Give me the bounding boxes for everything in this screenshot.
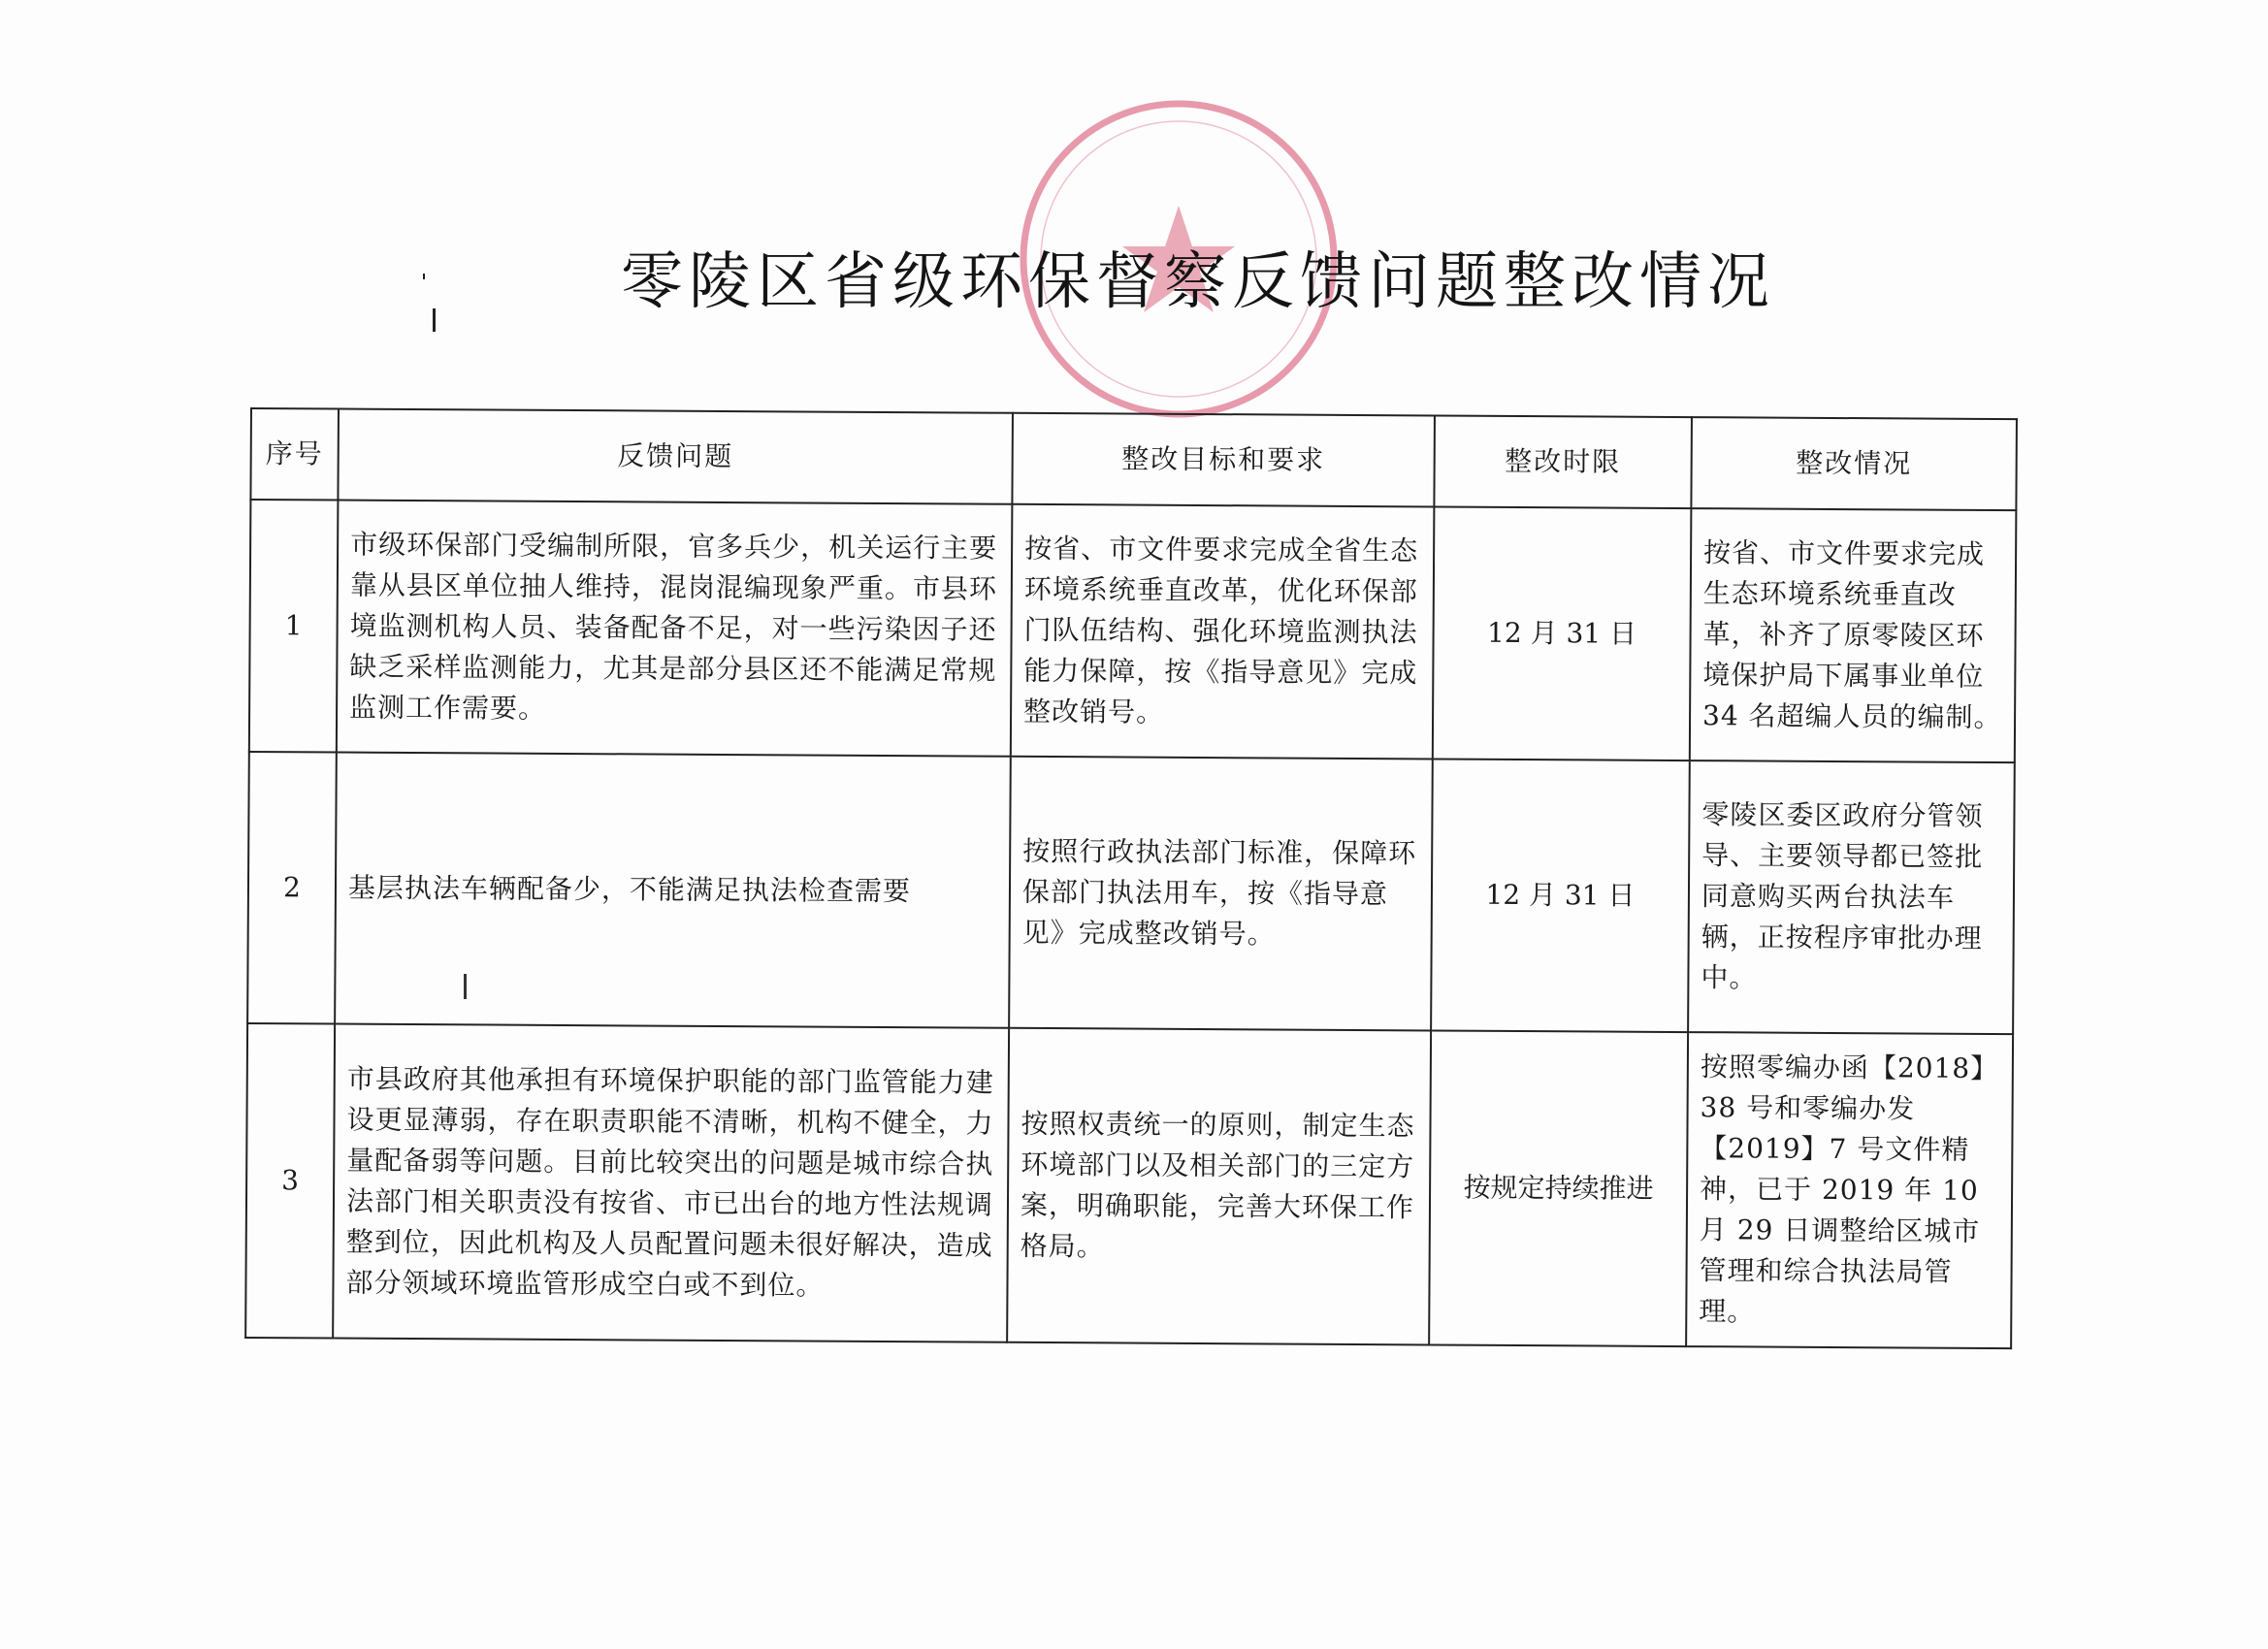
table-header-row: [250, 408, 2017, 510]
row-issue: 市县政府其他承担有环境保护职能的部门监管能力建设更显薄弱，存在职责职能不清晰，机构不健全，力量配备弱等问题。目前比较突出的问题是城市综合执法部门相关职责没有按省、市已出台的地方性法规调整到位，因此机构及人员配置问题未很好解决，造成部分领域环境监管形成空白或不到位。: [333, 1024, 1009, 1342]
stray-mark: [464, 974, 467, 999]
table-row: [249, 500, 2017, 762]
row-target: 按照权责统一的原则，制定生态环境部门以及相关部门的三定方案，明确职能，完善大环保工作格局。: [1007, 1028, 1431, 1345]
row-target: 按省、市文件要求完成全省生态环境系统垂直改革，优化环保部门队伍结构、强化环境监测执法能力保障，按《指导意见》完成整改销号。: [1011, 504, 1435, 760]
header-feedback-issue: 反馈问题: [338, 409, 1013, 504]
row-issue: 基层执法车辆配备少，不能满足执法检查需要: [335, 753, 1011, 1028]
stray-mark: [423, 274, 425, 279]
row-target: 按照行政执法部门标准，保障环保部门执法用车，按《指导意见》完成整改销号。: [1009, 757, 1433, 1031]
rectification-table: [244, 407, 2016, 1349]
row-status: 按照零编办函【2018】38 号和零编办发【2019】7 号文件精神，已于 2019 年 10 月 29 日调整给区城市管理和综合执法局管理。: [1686, 1032, 2013, 1348]
table-row: [247, 752, 2015, 1034]
row-number: 3: [245, 1023, 335, 1339]
table-row: [245, 1023, 2013, 1348]
row-deadline: 12 月 31 日: [1431, 759, 1690, 1032]
row-status: 零陵区委区政府分管领导、主要领导都已签批同意购买两台执法车辆，正按程序审批办理中。: [1688, 760, 2015, 1034]
row-deadline: 按规定持续推进: [1429, 1030, 1688, 1346]
row-issue: 市级环保部门受编制所限，官多兵少，机关运行主要靠从县区单位抽人维持，混岗混编现象严重。市县环境监测机构人员、装备配备不足，对一些污染因子还缺乏采样监测能力，尤其是部分县区还不能满足常规监测工作需要。: [337, 501, 1013, 757]
row-number: 2: [247, 752, 337, 1024]
row-status: 按省、市文件要求完成生态环境系统垂直改革，补齐了原零陵区环境保护局下属事业单位 34 名超编人员的编制。: [1690, 508, 2017, 762]
row-number: 1: [249, 500, 339, 753]
header-serial-number: 序号: [250, 408, 339, 501]
header-deadline: 整改时限: [1434, 415, 1692, 508]
row-deadline: 12 月 31 日: [1433, 506, 1692, 760]
header-status: 整改情况: [1691, 417, 2017, 510]
header-target-requirement: 整改目标和要求: [1012, 413, 1435, 507]
stray-mark: [433, 308, 436, 332]
page-title: 零陵区省级环保督察反馈问题整改情况: [621, 245, 1775, 318]
